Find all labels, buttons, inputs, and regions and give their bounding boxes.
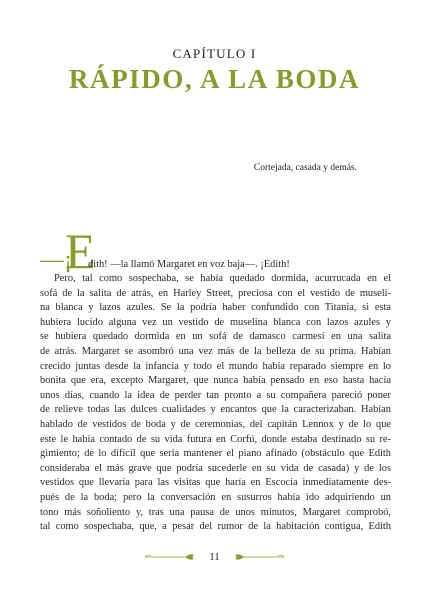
dropcap-letter: E: [65, 223, 96, 279]
chapter-label: CAPÍTULO I: [172, 46, 257, 61]
text-line: pués de la boda; pero la conversación en susurros había ido adquiriendo un: [40, 491, 391, 503]
text-line: crecido juntas desde la infancia y todo el mundo había reparado siempre en lo: [40, 360, 391, 372]
text-line: de relieve todas las dulces cualidades y encantos que la caracterizaban. Habían: [40, 404, 391, 416]
left-ornament-icon: [141, 552, 197, 562]
text-line: hablado de vestidos de boda y de ceremonias, del capitán Lennox y de lo que: [40, 418, 391, 430]
text-line: gimiento; de lo difícil que sería mantener el piano afinado (obstáculo que Edith: [40, 448, 391, 460]
body-text: [40, 223, 391, 535]
text-line: bonita que era, excepto Margaret, que nunca había pensado en eso hasta hacía: [40, 375, 391, 387]
text-line: se hubiera quedado dormida en un sofá de damasco carmesí en una salita: [40, 331, 391, 343]
text-line: tal como sospechaba, que, a pesar del rumor de la habitación contigua, Edith: [40, 521, 391, 533]
page-footer: [0, 551, 429, 563]
right-ornament-icon: [232, 552, 288, 562]
text-line: unos días, cuando la idea de perder tan pronto a su compañera pareció poner: [40, 389, 391, 401]
text-line: tono más soñoliento y, tras una pausa de unos minutos, Margaret comprobó,: [40, 506, 391, 518]
text-line: sofá de la salita de atrás, en Harley Street, preciosa con el vestido de museli-: [40, 287, 391, 299]
chapter-title: RÁPIDO, A LA BODA: [68, 64, 361, 94]
dropcap-dash: —¡: [40, 247, 72, 273]
text-line: na blanca y lazos azules. Se la podría haber confundido con Titania, si esta: [40, 302, 391, 314]
text-line: consideraba el más grave que podría sucederle en su vida de casada) y de los: [40, 462, 391, 474]
text-line: este le había contado de su vida futura en Corfú, donde estaba destinado su re-: [40, 433, 391, 445]
page-number: 11: [209, 551, 220, 563]
text-line: vestidos que llevaría para las visitas que haría en Escocia inmediatamente des-: [40, 477, 391, 489]
dropcap-line-text: dith! —la llamó Margaret en voz baja—. ¡Edith!: [88, 259, 290, 270]
text-line: hubiera lucido alguna vez un vestido de muselina blanca con lazos azules y: [40, 316, 391, 328]
text-line: Pero, tal como sospechaba, se había quedado dormida, acurrucada en el: [54, 273, 391, 284]
text-line: de atrás. Margaret se asombró una vez más de la belleza de su prima. Habían: [40, 345, 391, 357]
epigraph: Cortejada, casada y demás.: [253, 163, 357, 173]
